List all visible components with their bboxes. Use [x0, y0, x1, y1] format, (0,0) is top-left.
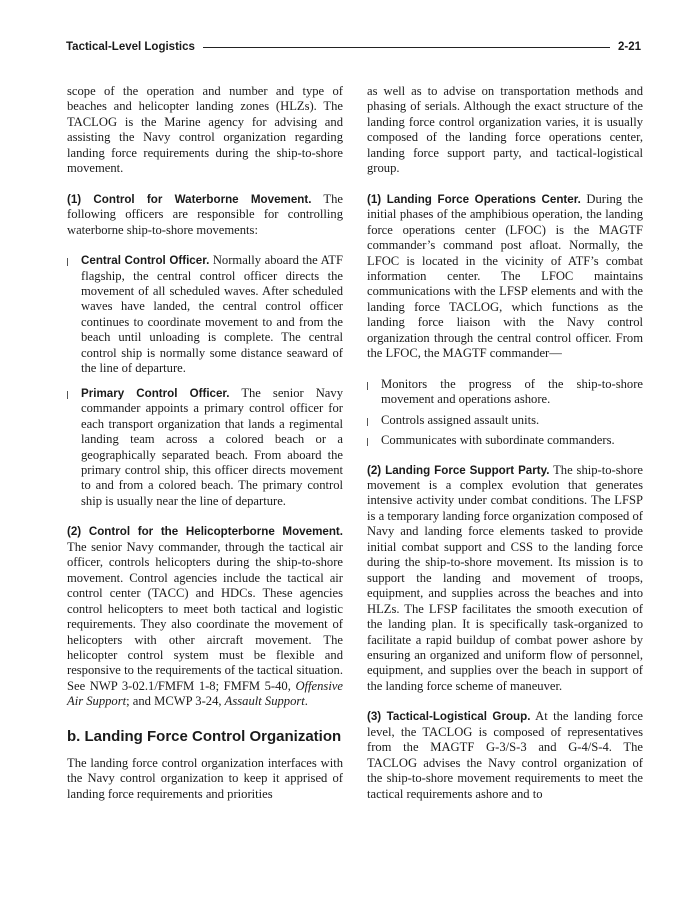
central-control-heading: Central Control Officer.: [81, 254, 210, 268]
reference-offensive-air-support: Offensive Air Support: [67, 678, 343, 709]
running-header: [66, 38, 641, 56]
header-title: Tactical-Level Logistics: [66, 41, 195, 53]
waterborne-paragraph: [67, 192, 343, 238]
lfsp-heading: (2) Landing Force Support Party.: [367, 463, 550, 477]
lfoc-text: During the initial phases of the amphibious operation, the landing force operations center (LFOC) is the MAGTF commander’s command post afloat. Normally, the LFOC is located in the vicinity of ATF’s combat information center. The LFOC maintains communications with the LFSP elements and with the landing force TACLOG, which functions as the landing force liaison with the Navy control organization through the central control officer. From the LFOC, the MAGTF commander—: [367, 191, 643, 361]
primary-control-text: The senior Navy commander appoints a primary control officer for each transport organization that lands a regimental landing team across a colored beach or a geographically separated beach. From aboard the primary control ship, this officer directs movement to and from a colored beach. The primary control ship is usually near the line of departure.: [81, 385, 343, 508]
heliborne-text-end: .: [304, 694, 308, 709]
commander-bullet-1: [367, 377, 643, 408]
commander-bullet-2: [367, 413, 643, 428]
commander-bullet-3: [367, 433, 643, 448]
taclog-heading: (3) Tactical-Logistical Group.: [367, 710, 531, 724]
heliborne-paragraph: [67, 524, 343, 709]
bullet-text: Controls assigned assault units.: [381, 412, 540, 427]
taclog-text: At the landing force level, the TACLOG is composed of representatives from the MAGTF G-3/S-3 and G-4/S-4. The TACLOG advises the Navy control organization of the ship-to-shore movement requirements to meet the tactical requirements ashore and to: [367, 709, 643, 801]
lfsp-text: The ship-to-shore movement is a complex evolution that generates intensive activity under combat conditions. The LFSP is a temporary landing force organization composed of Navy and landing force elements tasked to provide initial combat support and CSS to the landing force during the ship-to-shore movement. Its mission is to support the landing and movement of troops, equipment, and supplies across the beaches and into HLZs. The LFSP facilitates the smooth execution of the landing plan. It is specifically task-organized to facilitate a rapid buildup of combat power ashore by ensuring an organized and uniform flow of personnel, equipment, and supplies over the beach in support of the landing force scheme of maneuver.: [367, 462, 644, 693]
right-column: [367, 84, 643, 802]
primary-control-heading: Primary Control Officer.: [81, 386, 230, 400]
bullet-text: Communicates with subordinate commanders.: [381, 433, 615, 448]
section-b-title: b. Landing Force Control Organization: [67, 727, 342, 745]
page-number: 2-21: [617, 41, 641, 53]
taclog-paragraph: [367, 709, 643, 802]
header-rule: [203, 47, 610, 48]
heliborne-heading: (2) Control for the Helicopterborne Movement.: [67, 525, 343, 539]
lfsp-paragraph: [367, 463, 643, 695]
bullet-mark: [67, 391, 68, 399]
heliborne-text: The senior Navy commander, through the tactical air officer, controls helicopters during the ship-to-shore movement. Control agencies include the tactical air control center (TACC) and HDCs. These agencies control helicopters to meet both tactical and logistic requirements. They also coordinate the movement of helicopters with other aircraft movement. The helicopter control system must be flexible and responsive to the requirements of the tactical situation. See NWP 3-02.1/FMFM 1-8; FMFM 5-40,: [67, 539, 343, 693]
bullet-mark: [67, 258, 68, 266]
bullet-text: Monitors the progress of the ship-to-shore movement and operations ashore.: [381, 376, 643, 407]
left-intro-paragraph: scope of the operation and number and type of beaches and helicopter landing zones (HLZs). The TACLOG is the Marine agency for advising and assisting the Navy control organization regarding landing force requirements during the ship-to-shore movement.: [67, 84, 343, 176]
lfoc-paragraph: [367, 192, 643, 362]
central-control-item: [67, 253, 343, 377]
primary-control-item: [67, 386, 343, 510]
bullet-mark: [367, 418, 368, 426]
bullet-mark: [367, 438, 368, 446]
left-column: [67, 84, 343, 802]
section-b-paragraph: The landing force control organization interfaces with the Navy control organization to keep it apprised of landing force requirements and priorities: [67, 755, 343, 801]
waterborne-text: The following officers are responsible for controlling waterborne ship-to-shore movements:: [67, 191, 343, 237]
right-intro-paragraph: as well as to advise on transportation methods and phasing of serials. Although the exact structure of the landing force control organization varies, it is usually composed of the landing force operations center, landing force support party, and tactical-logistical group.: [367, 84, 643, 176]
central-control-text: Normally aboard the ATF flagship, the central control officer directs the movement of all scheduled waves. After scheduled waves have landed, the central control officer continues to coordinate movement to and from the beach until unloading is complete. The central control ship is normally some distance seaward of the line of departure.: [81, 253, 343, 376]
waterborne-heading: (1) Control for Waterborne Movement.: [67, 192, 312, 206]
reference-assault-support: Assault Support: [224, 694, 305, 709]
heliborne-text-mid: ; and MCWP 3-24,: [126, 694, 225, 709]
bullet-mark: [367, 382, 368, 390]
lfoc-heading: (1) Landing Force Operations Center.: [367, 192, 581, 206]
